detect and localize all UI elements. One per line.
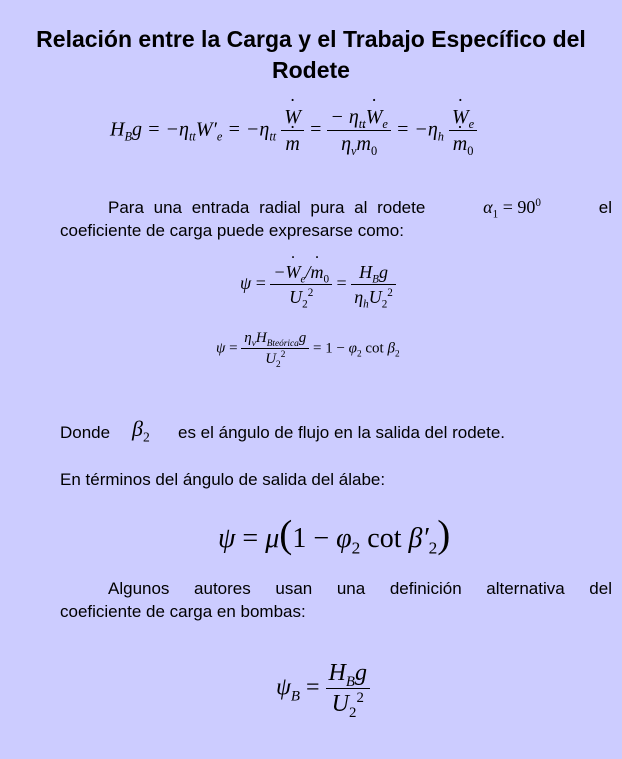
equation-head-work: $H_Bg = -\eta_{tt}W'_e = -\eta_{tt}$ ˙ W ˙ m = $\frac{- \eta_{tt}˙ W_e}{\eta_v˙ m_0}$ = $-\eta_h$ ˙ $W_e$ ˙ $m_0$ bbox=[110, 106, 477, 156]
equation-theoretical-head: ψ = $\frac{\eta_vH_{Bteórica}g}{U_2^2}$ = $1 - \varphi_2$ $\cot \beta_2$ bbox=[216, 330, 400, 370]
blade-angle-text: En términos del ángulo de salida del álabe: bbox=[60, 470, 386, 489]
radial-entry-paragraph bbox=[108, 196, 612, 219]
radial-entry-lead: Para una entrada radial pura al rodete bbox=[108, 198, 426, 217]
page-title: Relación entre la Carga y el Trabajo Específico del Rodete bbox=[36, 26, 586, 83]
donde-lead: Donde bbox=[60, 423, 111, 442]
equation-blade-angle: $\psi = \mu(1 - \varphi_2$ $\cot \beta'_2$) bbox=[218, 513, 451, 558]
alpha-one-equation: $\alpha_1 = 90^0$ bbox=[483, 197, 541, 221]
donde-tail: es el ángulo de flujo en la salida del rodete. bbox=[178, 423, 506, 442]
alternative-definition-line2: coeficiente de carga en bombas: bbox=[60, 602, 306, 621]
beta-two-symbol: $\beta_2$ bbox=[132, 416, 150, 445]
radial-entry-line2: coeficiente de carga puede expresarse como: bbox=[60, 221, 404, 240]
equation-load-coefficient: ψ = $\frac{-˙ W_e/˙ m_0}{U_2^2}$ = $\frac{H_Bg}{\eta_hU_2^2}$ bbox=[240, 262, 396, 308]
alternative-definition-line1: Algunos autores usan una definición alternativa del bbox=[108, 579, 612, 598]
equation-pump-coefficient: $\psi_B$ = $\frac{H_Bg}{U_2^2}$ bbox=[276, 660, 370, 718]
radial-entry-tail: el bbox=[598, 198, 612, 217]
